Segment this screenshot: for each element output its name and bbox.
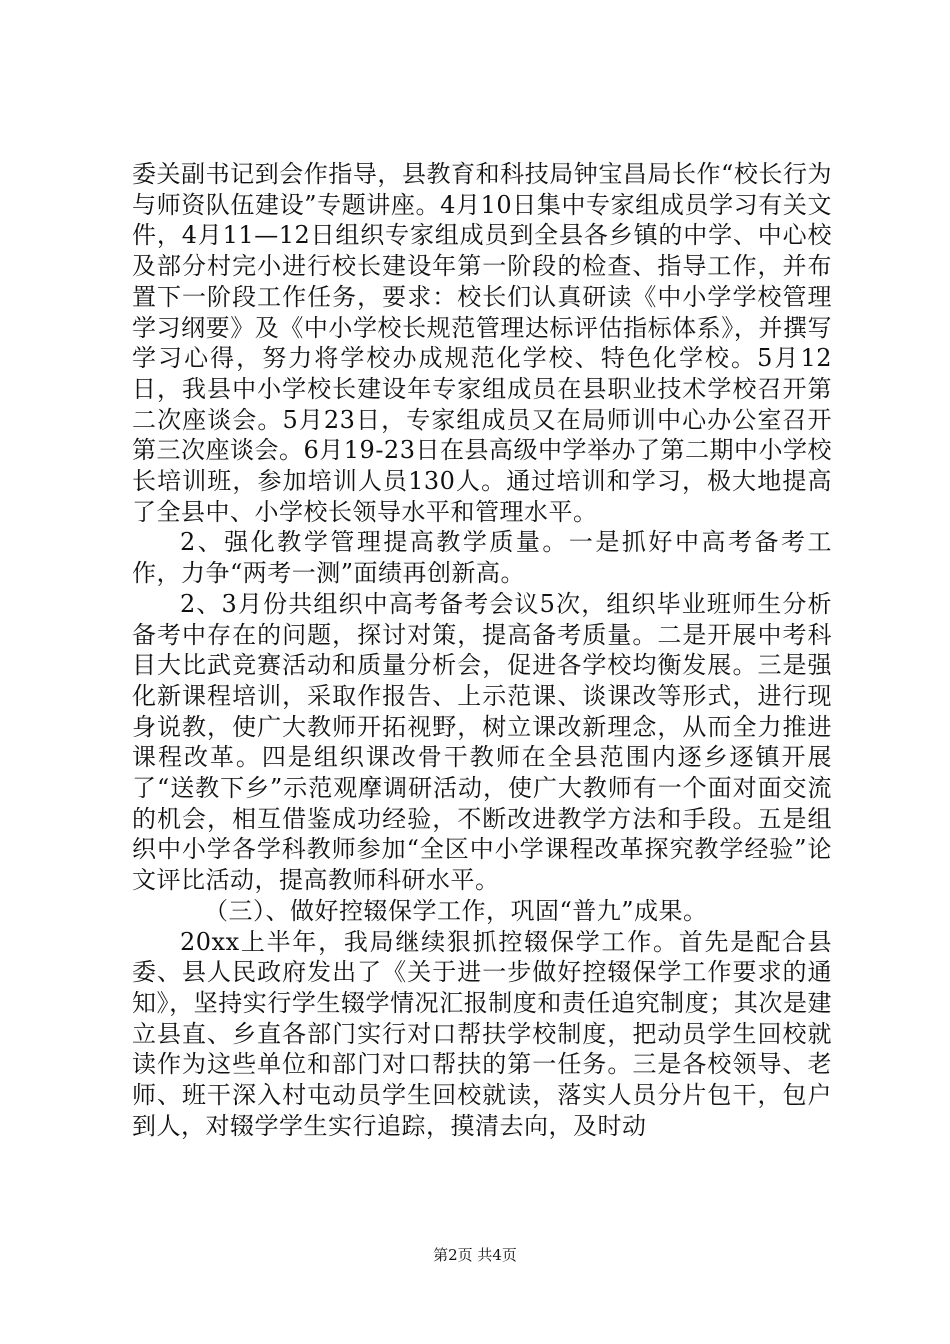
section-heading-dropout-control: （三）、做好控辍保学工作，巩固“普九”成果。	[204, 896, 708, 925]
paragraph-exam-prep: 2、3月份共组织中高考备考会议5次，组织毕业班师生分析备考中存在的问题，探讨对策，提高备考质量。二是开展中考科目大比武竞赛活动和质量分析会，促进各学校均衡发展。三是强化新课程培训，采取作报告、上示范课、谈课改等形式，进行现身说教，使广大教师开拓视野，树立课改新理念，从而全力推进课程改革。四是组织课改骨干教师在全县范围内逐乡逐镇开展了“送教下乡”示范观摩调研活动，使广大教师有一个面对面交流的机会，相互借鉴成功经验，不断改进教学方法和手段。五是组织中小学各学科教师参加“全区中小学课程改革探究教学经验”论文评比活动，提高教师科研水平。	[132, 589, 832, 895]
paragraph-continuation: 委关副书记到会作指导，县教育和科技局钟宝昌局长作“校长行为与师资队伍建设”专题讲座。4月10日集中专家组成员学习有关文件，4月11—12日组织专家组成员到全县各乡镇的中学、中心校及部分村完小进行校长建设年第一阶段的检查、指导工作，并布置下一阶段工作任务，要求：校长们认真研读《中小学学校管理学习纲要》及《中小学校长规范管理达标评估指标体系》，并撰写学习心得，努力将学校办成规范化学校、特色化学校。5月12日，我县中小学校长建设年专家组成员在县职业技术学校召开第二次座谈会。5月23日，专家组成员又在局师训中心办公室召开第三次座谈会。6月19-23日在县高级中学举办了第二期中小学校长培训班，参加培训人员130人。通过培训和学习，极大地提高了全县中、小学校长领导水平和管理水平。	[132, 160, 832, 526]
document-body	[132, 159, 832, 1142]
page-number-footer: 第2页 共4页	[433, 1246, 517, 1264]
paragraph-teaching-management: 2、强化教学管理提高教学质量。一是抓好中高考备考工作，力争“两考一测”面绩再创新高。	[132, 528, 832, 588]
paragraph-dropout-control: 20xx上半年，我局继续狠抓控辍保学工作。首先是配合县委、县人民政府发出了《关于进一步做好控辍保学工作要求的通知》，坚持实行学生辍学情况汇报制度和责任追究制度；其次是建立县直、乡直各部门实行对口帮扶学校制度，把动员学生回校就读作为这些单位和部门对口帮扶的第一任务。三是各校领导、老师、班干深入村屯动员学生回校就读，落实人员分片包干，包户到人，对辍学学生实行追踪，摸清去向，及时动	[132, 927, 832, 1140]
